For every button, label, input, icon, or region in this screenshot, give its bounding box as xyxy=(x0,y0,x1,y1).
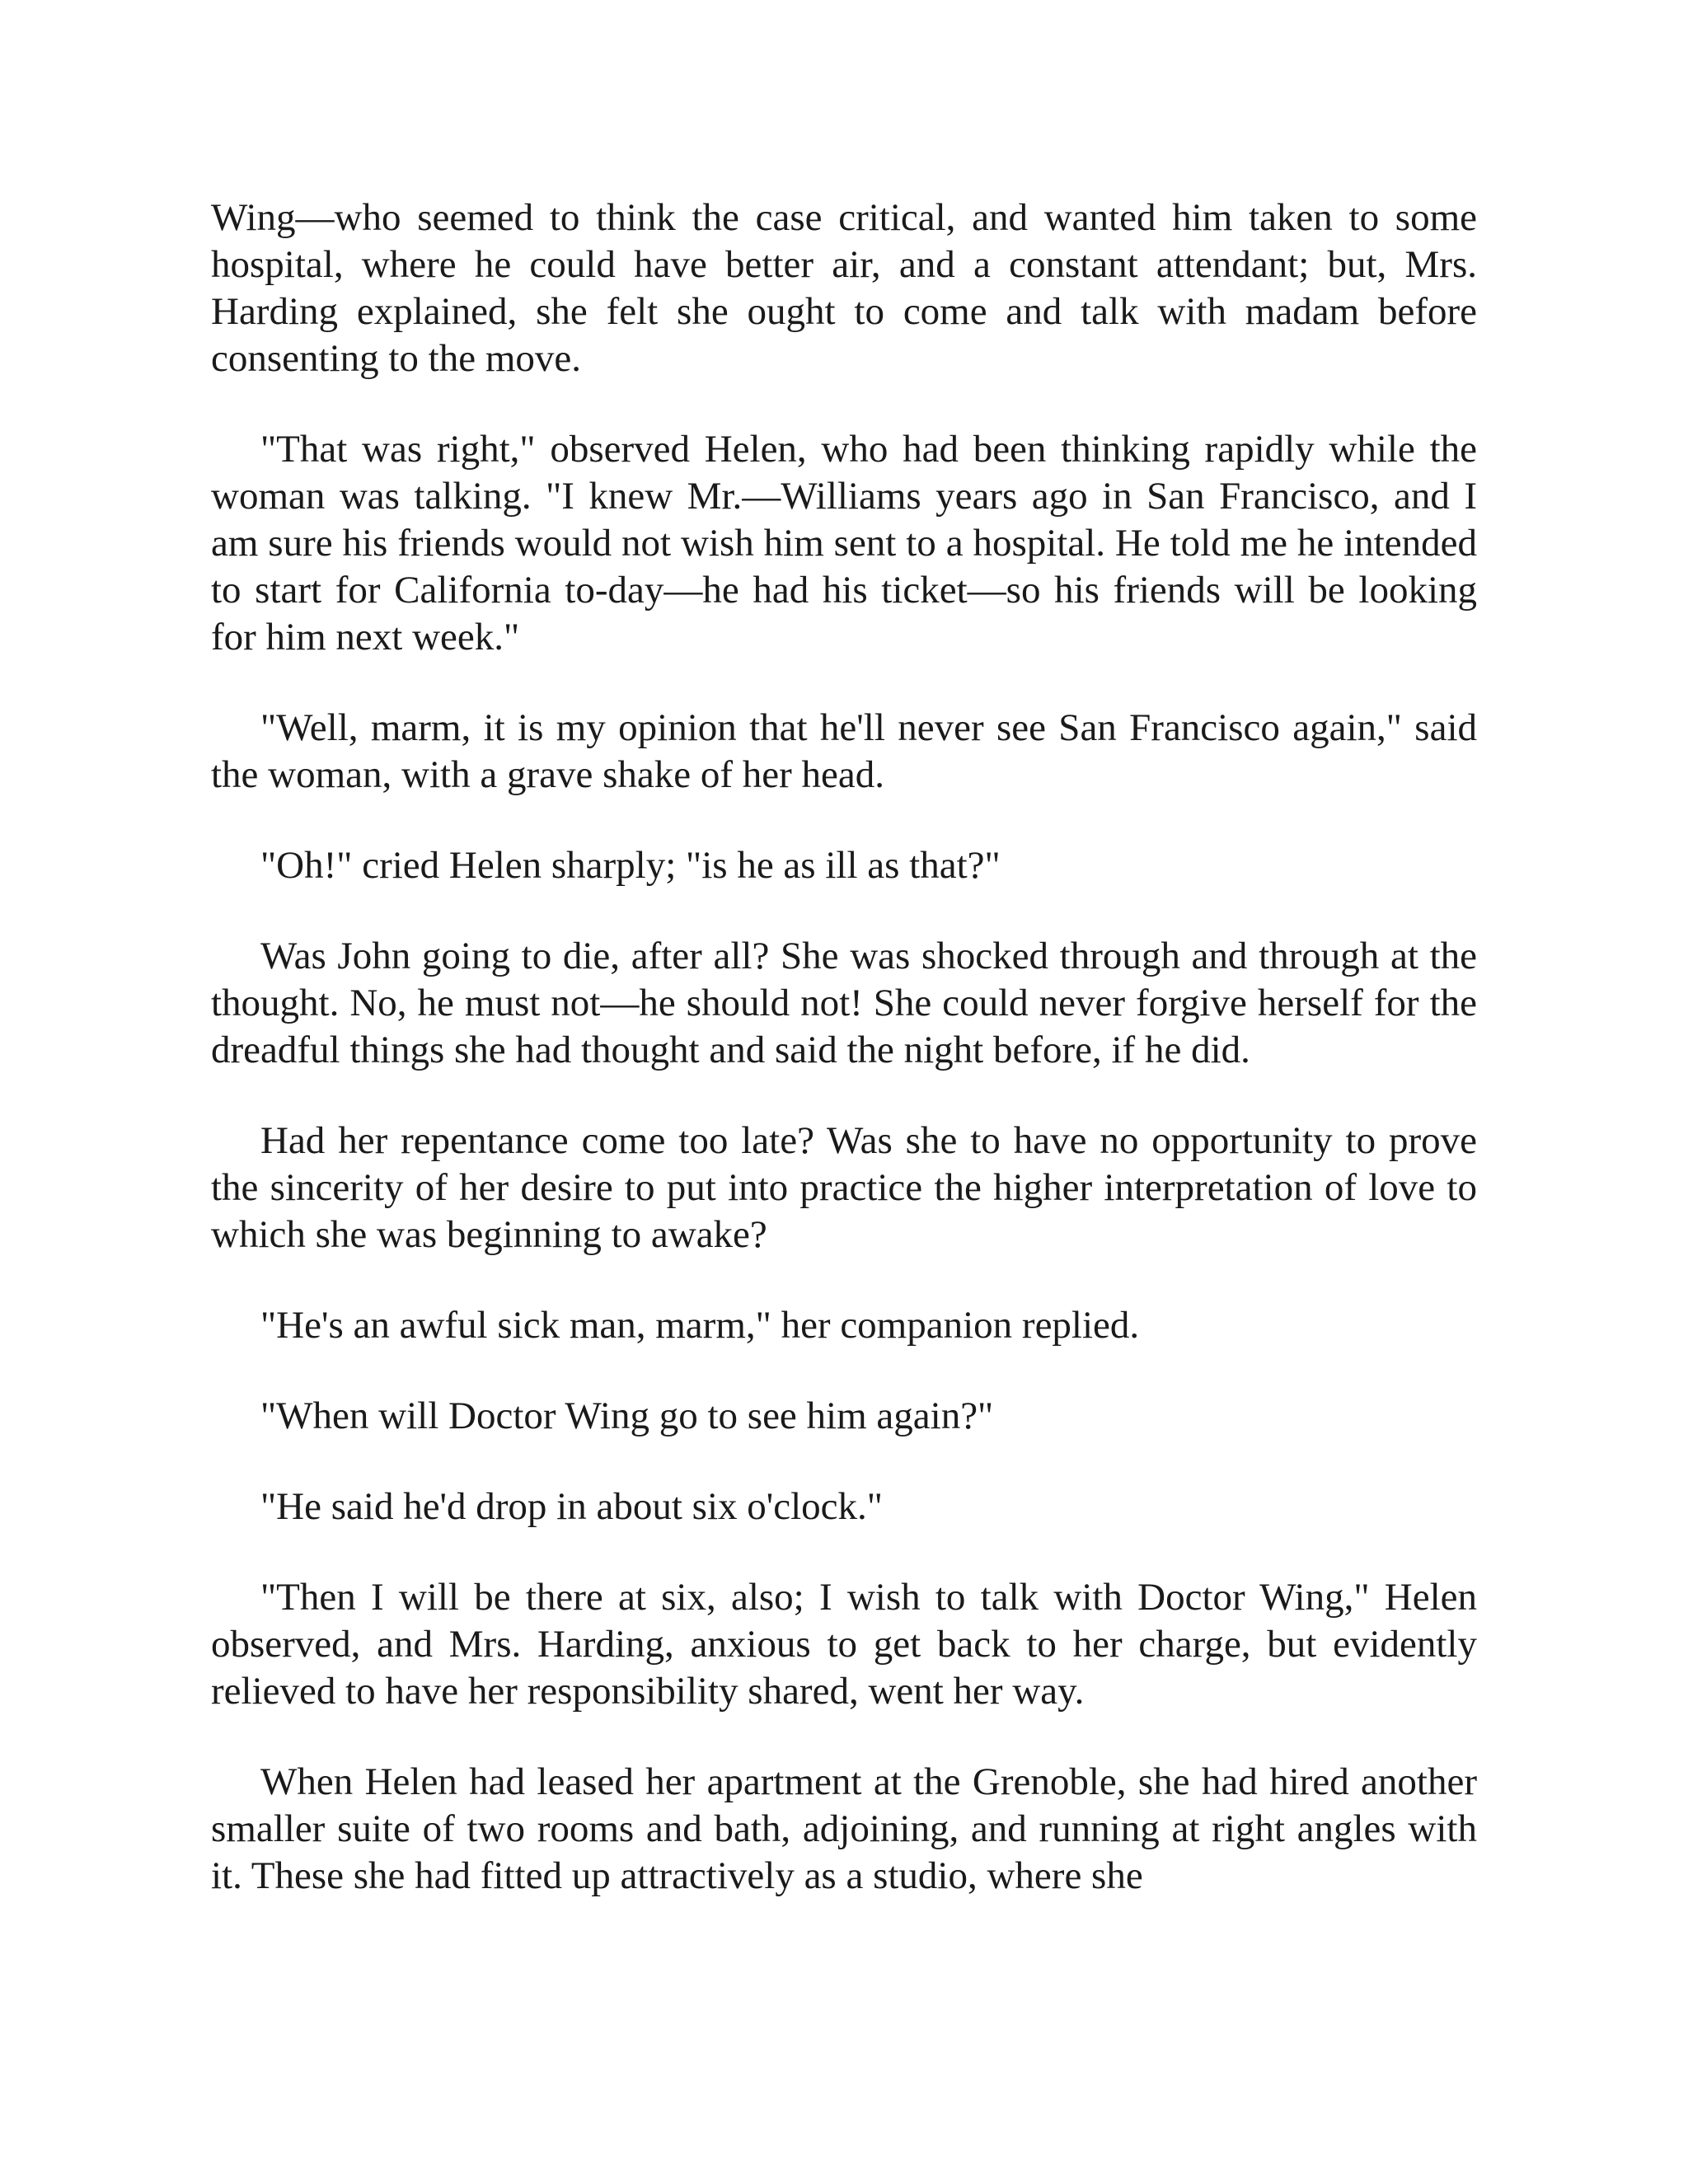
paragraph: "He's an awful sick man, marm," her companion replied. xyxy=(260,1304,1140,1347)
paragraph: "Oh!" cried Helen sharply; "is he as ill as that?" xyxy=(260,844,1001,887)
page-body xyxy=(211,194,1477,1900)
paragraph: "Well, marm, it is my opinion that he'll never see San Francisco again," said the woman, with a grave shake of her head. xyxy=(211,706,1477,796)
paragraph: Had her repentance come too late? Was she to have no opportunity to prove the sincerity of her desire to put into practice the higher interpretation of love to which she was beginning to awake? xyxy=(211,1119,1477,1256)
paragraph: "When will Doctor Wing go to see him again?" xyxy=(260,1394,994,1437)
paragraph: "He said he'd drop in about six o'clock." xyxy=(260,1485,883,1528)
paragraph: Was John going to die, after all? She was shocked through and through at the thought. No, he must not—he should not! She could never forgive herself for the dreadful things she had thought and said the night before, if he did. xyxy=(211,935,1477,1071)
paragraph: Wing—who seemed to think the case critical, and wanted him taken to some hospital, where he could have better air, and a constant attendant; but, Mrs. Harding explained, she felt she ought to come and talk with madam before consenting to the move. xyxy=(211,196,1477,380)
paragraph: When Helen had leased her apartment at the Grenoble, she had hired another smaller suite of two rooms and bath, adjoining, and running at right angles with it. These she had fitted up attractively as a studio, where she xyxy=(211,1760,1477,1897)
paragraph: "Then I will be there at six, also; I wish to talk with Doctor Wing," Helen observed, and Mrs. Harding, anxious to get back to her charge, but evidently relieved to have her responsibility shared, went her way. xyxy=(211,1576,1477,1713)
paragraph: "That was right," observed Helen, who had been thinking rapidly while the woman was talking. "I knew Mr.—Williams years ago in San Francisco, and I am sure his friends would not wish him sent to a hospital. He told me he intended to start for California to-day—he had his ticket—so his friends will be looking for him next week." xyxy=(211,428,1477,658)
